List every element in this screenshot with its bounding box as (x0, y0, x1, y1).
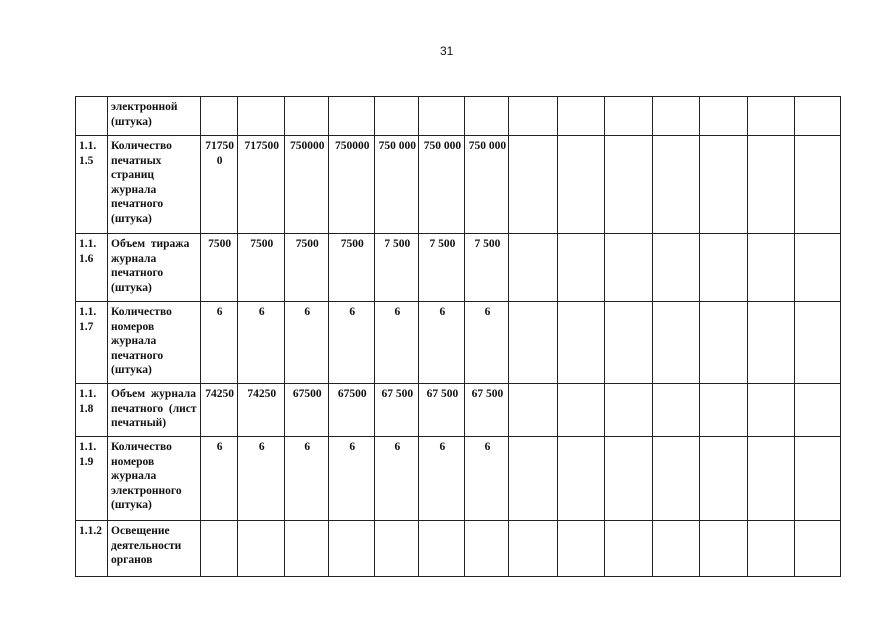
value-cell: 6 (238, 302, 285, 384)
value-cell (419, 97, 465, 136)
description-line: журнала (111, 183, 157, 196)
page-number: 31 (440, 44, 454, 58)
value-cell: 6 (285, 437, 329, 521)
value-cell: 67500 (285, 384, 329, 437)
empty-cell (604, 384, 652, 437)
value-cell: 7500 (201, 234, 238, 302)
value-cell: 750000 (285, 136, 329, 234)
row-code: 1.1.2 (76, 521, 108, 577)
value-cell (201, 97, 238, 136)
empty-cell (747, 521, 794, 577)
value-cell: 6 (465, 302, 509, 384)
description-line: печатного (111, 349, 164, 362)
table-body (76, 97, 841, 577)
row-description (108, 384, 201, 437)
value-cell: 6 (375, 302, 419, 384)
description-line: журнала (111, 335, 157, 347)
value-cell: 7500 (238, 234, 285, 302)
description-line: (штука) (111, 115, 152, 128)
description-line: (штука) (111, 499, 152, 511)
empty-cell (604, 97, 652, 136)
empty-cell (557, 234, 604, 302)
description-line: журнала (111, 470, 157, 482)
data-table (75, 96, 841, 577)
empty-cell (699, 136, 747, 234)
empty-cell (509, 234, 557, 302)
description-line: печатный) (111, 417, 167, 429)
empty-cell (509, 437, 557, 521)
empty-cell (794, 521, 840, 577)
value-cell: 67 500 (419, 384, 465, 437)
table-row (76, 97, 841, 136)
empty-cell (794, 302, 840, 384)
row-code: 1.1. 1.7 (76, 302, 108, 384)
description-line: журнала (111, 252, 157, 265)
value-cell: 67 500 (465, 384, 509, 437)
value-cell: 717500 (201, 136, 238, 234)
table-row (76, 302, 841, 384)
empty-cell (509, 97, 557, 136)
description-line: деятельности (111, 539, 182, 552)
value-cell: 750 000 (375, 136, 419, 234)
table-row (76, 521, 841, 577)
row-description (108, 234, 201, 302)
value-cell: 7 500 (375, 234, 419, 302)
row-code: 1.1. 1.9 (76, 437, 108, 521)
empty-cell (747, 136, 794, 234)
description-line: (штука) (111, 281, 152, 294)
empty-cell (747, 302, 794, 384)
empty-cell (557, 437, 604, 521)
row-description (108, 521, 201, 577)
empty-cell (509, 302, 557, 384)
value-cell: 6 (419, 437, 465, 521)
row-description (108, 437, 201, 521)
value-cell: 6 (329, 437, 375, 521)
value-cell (329, 521, 375, 577)
empty-cell (652, 521, 699, 577)
description-line: страниц (111, 169, 154, 181)
value-cell: 7500 (329, 234, 375, 302)
empty-cell (794, 234, 840, 302)
description-line: печатного (111, 267, 164, 279)
description-line: Количество (111, 441, 172, 453)
empty-cell (652, 437, 699, 521)
empty-cell (747, 384, 794, 437)
empty-cell (699, 384, 747, 437)
value-cell (285, 97, 329, 136)
description-line: Объем журнала (111, 388, 196, 400)
empty-cell (557, 97, 604, 136)
value-cell: 6 (465, 437, 509, 521)
value-cell (329, 97, 375, 136)
description-line: Количество (111, 306, 172, 318)
description-line: Освещение (111, 525, 170, 537)
empty-cell (699, 234, 747, 302)
empty-cell (699, 521, 747, 577)
empty-cell (652, 136, 699, 234)
value-cell: 7 500 (419, 234, 465, 302)
value-cell: 74250 (201, 384, 238, 437)
value-cell: 6 (375, 437, 419, 521)
empty-cell (794, 384, 840, 437)
value-cell: 717500 (238, 136, 285, 234)
description-line: номеров (111, 455, 155, 468)
value-cell: 6 (285, 302, 329, 384)
value-cell: 750 000 (419, 136, 465, 234)
value-cell: 6 (238, 437, 285, 521)
empty-cell (509, 521, 557, 577)
value-cell (285, 521, 329, 577)
empty-cell (557, 384, 604, 437)
description-line: печатных (111, 154, 162, 167)
empty-cell (604, 302, 652, 384)
empty-cell (604, 521, 652, 577)
description-line: печатного (лист (111, 402, 197, 415)
empty-cell (604, 234, 652, 302)
empty-cell (794, 136, 840, 234)
value-cell (465, 521, 509, 577)
value-cell (375, 521, 419, 577)
description-line: Объем тиража (111, 238, 190, 250)
value-cell: 6 (419, 302, 465, 384)
empty-cell (652, 97, 699, 136)
value-cell (419, 521, 465, 577)
description-line: электронной (111, 101, 178, 113)
value-cell: 6 (201, 302, 238, 384)
value-cell: 6 (329, 302, 375, 384)
description-line: печатного (111, 198, 164, 210)
empty-cell (652, 384, 699, 437)
empty-cell (557, 521, 604, 577)
value-cell (375, 97, 419, 136)
description-line: электронного (111, 484, 182, 497)
row-description (108, 302, 201, 384)
value-cell: 750 000 (465, 136, 509, 234)
empty-cell (699, 97, 747, 136)
row-code (76, 97, 108, 136)
empty-cell (747, 437, 794, 521)
description-line: (штука) (111, 364, 152, 376)
value-cell (238, 97, 285, 136)
empty-cell (509, 384, 557, 437)
empty-cell (699, 437, 747, 521)
row-code: 1.1. 1.8 (76, 384, 108, 437)
empty-cell (747, 234, 794, 302)
value-cell (201, 521, 238, 577)
value-cell: 7500 (285, 234, 329, 302)
row-description (108, 136, 201, 234)
table-row (76, 234, 841, 302)
empty-cell (652, 302, 699, 384)
row-code: 1.1. 1.5 (76, 136, 108, 234)
value-cell: 67500 (329, 384, 375, 437)
value-cell: 7 500 (465, 234, 509, 302)
empty-cell (604, 136, 652, 234)
description-line: Количество (111, 140, 172, 152)
table-row (76, 136, 841, 234)
description-line: (штука) (111, 212, 152, 225)
value-cell: 74250 (238, 384, 285, 437)
table-row (76, 384, 841, 437)
empty-cell (652, 234, 699, 302)
row-description (108, 97, 201, 136)
empty-cell (794, 437, 840, 521)
value-cell (238, 521, 285, 577)
description-line: органов (111, 554, 153, 566)
value-cell (465, 97, 509, 136)
empty-cell (794, 97, 840, 136)
description-line: номеров (111, 320, 155, 333)
empty-cell (604, 437, 652, 521)
empty-cell (509, 136, 557, 234)
empty-cell (699, 302, 747, 384)
empty-cell (557, 136, 604, 234)
empty-cell (557, 302, 604, 384)
row-code: 1.1. 1.6 (76, 234, 108, 302)
table-row (76, 437, 841, 521)
value-cell: 6 (201, 437, 238, 521)
value-cell: 750000 (329, 136, 375, 234)
value-cell: 67 500 (375, 384, 419, 437)
empty-cell (747, 97, 794, 136)
